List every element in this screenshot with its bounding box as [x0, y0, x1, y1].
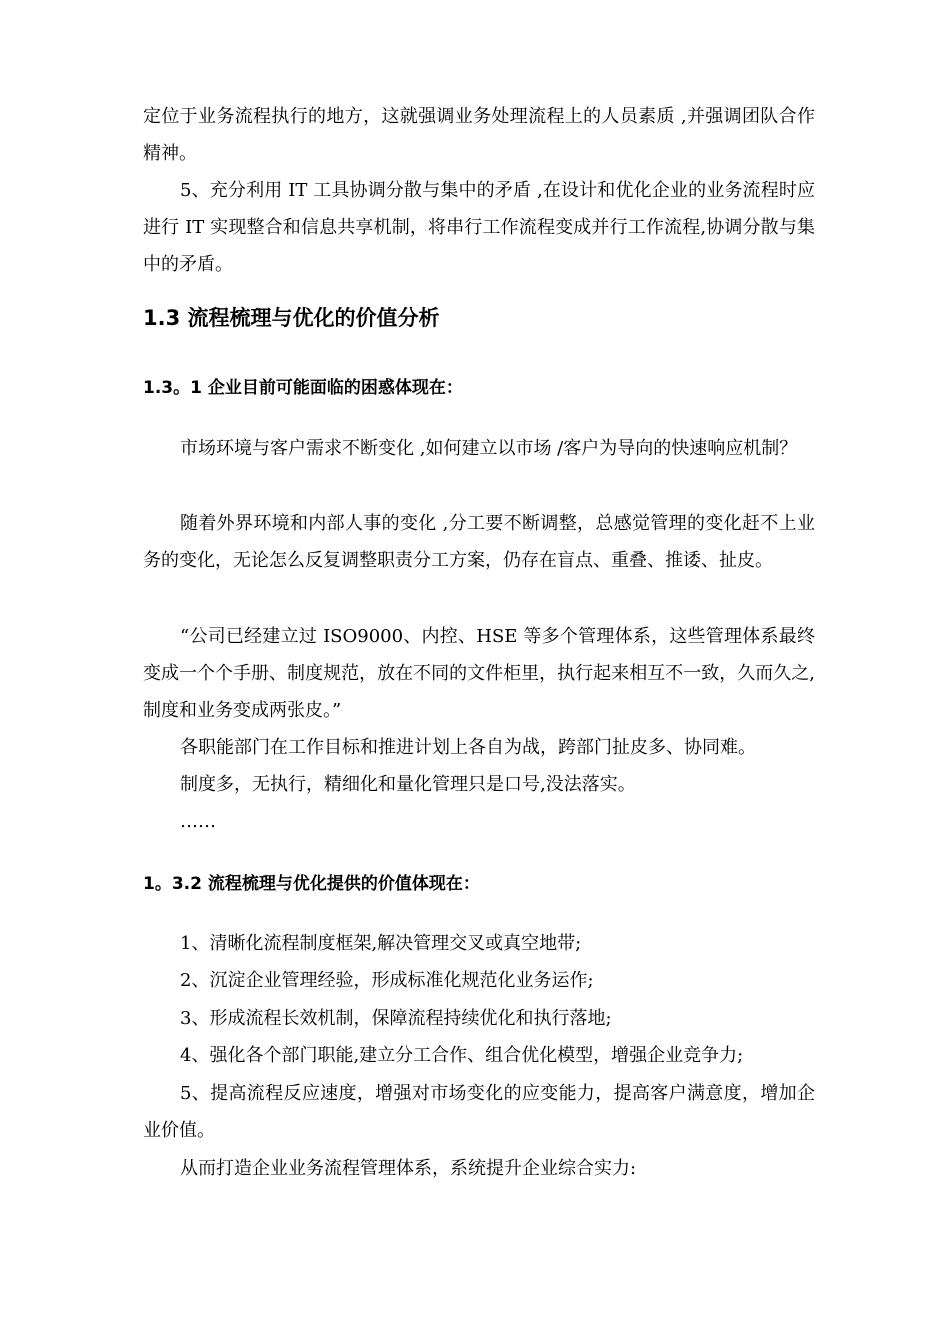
- value-item-3: 3、形成流程长效机制，保障流程持续优化和执行落地;: [180, 1008, 612, 1029]
- paragraph-execution: 制度多，无执行，精细化和量化管理只是口号,没法落实。: [180, 774, 636, 795]
- paragraph-market-change: 市场环境与客户需求不断变化 ,如何建立以市场 /客户为导向的快速响应机制？: [180, 438, 798, 459]
- paragraph-departments: 各职能部门在工作目标和推进计划上各自为战，跨部门扯皮多、协同难。: [180, 737, 756, 758]
- intro-paragraph-1: 定位于业务流程执行的地方，这就强调业务处理流程上的人员素质 ,并强调团队合作精神。: [143, 106, 815, 164]
- value-item-5: 5、提高流程反应速度，增强对市场变化的应变能力，提高客户满意度，增加企业价值。: [143, 1083, 815, 1141]
- section-heading-1-3: 1.3 流程梳理与优化的价值分析: [143, 306, 440, 330]
- value-item-1: 1、清晰化流程制度框架,解决管理交叉或真空地带;: [180, 933, 582, 954]
- paragraph-ellipsis: ……: [180, 811, 216, 832]
- subsection-heading-1-3-1: 1.3。1 企业目前可能面临的困惑体现在：: [143, 378, 463, 398]
- value-item-4: 4、强化各个部门职能,建立分工合作、组合优化模型，增强企业竞争力;: [180, 1045, 744, 1066]
- value-item-2: 2、沉淀企业管理经验，形成标准化规范化业务运作;: [180, 970, 594, 991]
- intro-paragraph-2: 5、充分利用 IT 工具协调分散与集中的矛盾 ,在设计和优化企业的业务流程时应进行 IT 实现整合和信息共享机制，将串行工作流程变成并行工作流程,协调分散与集中的矛盾。: [143, 180, 815, 275]
- paragraph-management-systems: “公司已经建立过 ISO9000、内控、HSE 等多个管理体系，这些管理体系最终变成一个个手册、制度规范，放在不同的文件柜里，执行起来相互不一致，久而久之,制度和业务变成两张皮。”: [143, 626, 815, 721]
- closing-paragraph: 从而打造企业业务流程管理体系，系统提升企业综合实力:: [180, 1158, 637, 1179]
- subsection-heading-1-3-2: 1。3.2 流程梳理与优化提供的价值体现在：: [143, 874, 480, 894]
- paragraph-division-adjust: 随着外界环境和内部人事的变化 ,分工要不断调整，总感觉管理的变化赶不上业务的变化，无论怎么反复调整职责分工方案，仍存在盲点、重叠、推诿、扯皮。: [143, 513, 815, 571]
